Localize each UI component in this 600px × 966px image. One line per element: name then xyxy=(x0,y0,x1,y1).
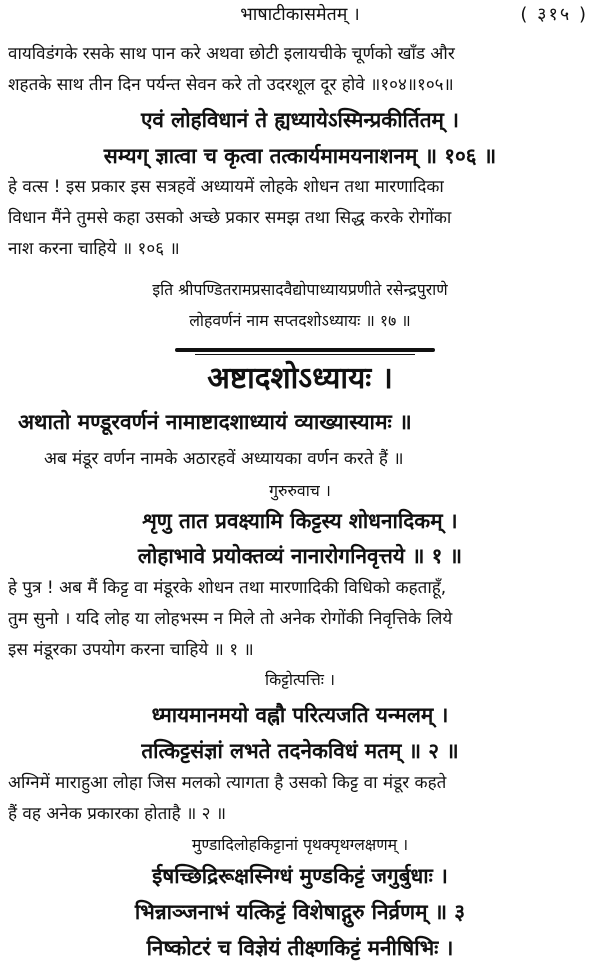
hindi-text-line: इस मंडूरका उपयोग करना चाहिये ॥ १ ॥ xyxy=(8,640,254,660)
hindi-text-line: विधान मैंने तुमसे कहा उसको अच्छे प्रकार समझ तथा सिद्ध करके रोगोंका xyxy=(8,208,452,228)
sanskrit-verse-line: सम्यग् ज्ञात्वा च कृत्वा तत्कार्यमामयनाशनम् ॥ १०६ ॥ xyxy=(103,144,497,168)
section-heading: मुण्डादिलोहकिट्टानां पृथक्पृथग्लक्षणम् । xyxy=(191,835,409,854)
hindi-text-line: अब मंडूर वर्णन नामके अठारहवें अध्यायका वर्णन करते हैं ॥ xyxy=(44,449,404,469)
sanskrit-verse-line: लोहाभावे प्रयोक्तव्यं नानारोगनिवृत्तये ॥ १ ॥ xyxy=(137,544,463,568)
hindi-text-line: शहतके साथ तीन दिन पर्यन्त सेवन करे तो उदरशूल दूर होवे ॥१०४॥१०५॥ xyxy=(8,75,454,95)
sanskrit-verse-line: ईषच्छिद्रिरूक्षस्निग्धं मुण्डकिट्टं जगुर्बुधाः । xyxy=(152,864,448,888)
sanskrit-verse-line: अथातो मण्डूरवर्णनं नामाष्टादशाध्यायं व्याख्यास्यामः ॥ xyxy=(18,410,412,434)
chapter-separator-rule xyxy=(175,342,435,358)
hindi-text-line: हैं वह अनेक प्रकारका होताहै ॥ २ ॥ xyxy=(8,804,227,824)
sanskrit-verse-line: ध्मायमानमयो वह्नौ परित्यजति यन्मलम् । xyxy=(151,703,449,727)
hindi-text-line: तुम सुनो । यदि लोह या लोहभस्म न मिले तो अनेक रोगोंकी निवृत्तिके लिये xyxy=(8,609,453,629)
colophon-line: इति श्रीपण्डितरामप्रसादवैद्योपाध्यायप्रणीते रसेन्द्रपुराणे xyxy=(152,280,448,299)
sanskrit-verse-line: निष्कोटरं च विज्ञेयं तीक्ष्णकिट्टं मनीषिभिः । xyxy=(146,936,454,960)
hindi-text-line: हे वत्स ! इस प्रकार इस सत्रहवें अध्यायमें लोहके शोधन तथा मारणादिका xyxy=(8,177,444,197)
sanskrit-verse-line: भिन्नाञ्जनाभं यत्किट्टं विशेषाद्गुरु निर्व्रणम् ॥ ३ xyxy=(134,900,466,924)
colophon-line: लोहवर्णनं नाम सप्तदशोऽध्यायः ॥ १७ ॥ xyxy=(189,311,411,330)
section-heading: गुरुरुवाच । xyxy=(269,481,331,500)
sanskrit-verse-line: एवं लोहविधानं ते ह्यध्यायेऽस्मिन्प्रकीर्तितम् । xyxy=(140,108,460,132)
sanskrit-verse-line: तत्किट्टसंज्ञां लभते तदनेकविधं मतम् ॥ २ ॥ xyxy=(141,739,459,763)
section-heading: किट्टोत्पत्तिः । xyxy=(264,670,335,689)
hindi-text-line: वायविडंगके रसके साथ पान करे अथवा छोटी इलायचीके चूर्णको खाँड और xyxy=(8,44,455,64)
hindi-text-line: नाश करना चाहिये ॥ १०६ ॥ xyxy=(8,239,180,259)
sanskrit-verse-line: शृणु तात प्रवक्ष्यामि किट्टस्य शोधनादिकम् । xyxy=(142,509,458,533)
hindi-text-line: हे पुत्र ! अब मैं किट्ट वा मंडूरके शोधन तथा मारणादिकी विधिको कहताहूँ, xyxy=(8,578,447,598)
page-number: ( ३१५ ) xyxy=(520,4,588,25)
running-header-title: भाषाटीकासमेतम् । xyxy=(240,4,360,25)
chapter-title: अष्टादशोऽध्यायः । xyxy=(207,361,393,396)
hindi-text-line: अग्निमें माराहुआ लोहा जिस मलको त्यागता है उसको किट्ट वा मंडूर कहते xyxy=(8,773,447,793)
